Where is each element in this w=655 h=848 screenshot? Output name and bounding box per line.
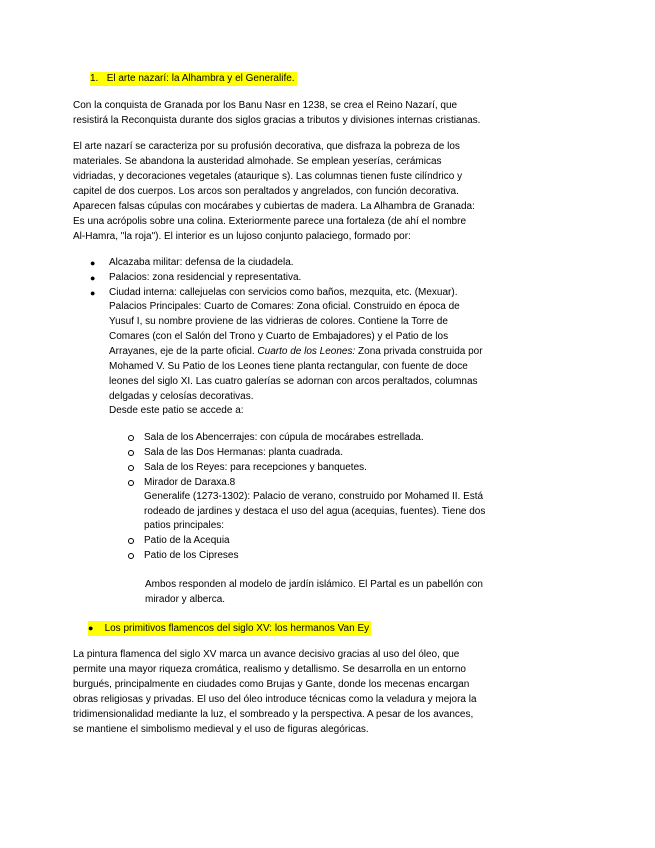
paragraph-line: Al-Hamra, "la roja"). El interior es un lujoso conjunto palaciego, formado por: bbox=[73, 231, 411, 242]
heading-title: Los primitivos flamencos del siglo XV: los hermanos Van Ey bbox=[104, 623, 370, 634]
sub-list-item: Patio de los Cipreses bbox=[144, 550, 239, 561]
list-item: Palacios: zona residencial y representativa. bbox=[109, 272, 302, 283]
paragraph-line: burgués, principalmente en ciudades como Brujas y Gante, donde los mecenas encargan bbox=[73, 679, 470, 690]
list-item: Ciudad interna: callejuelas con servicios como baños, mezquita, etc. (Mexuar). bbox=[109, 287, 458, 298]
paragraph-line: La pintura flamenca del siglo XV marca un avance decisivo gracias al uso del óleo, que bbox=[73, 649, 460, 660]
paragraph-line: tridimensionalidad mediante la luz, el sombreado y la perspectiva. A pesar de los avances, bbox=[73, 709, 474, 720]
paragraph-line: capitel de dos cuerpos. Los arcos son peraltados y angrelados, con función decorativa. bbox=[73, 186, 459, 197]
sub-list-cont: patios principales: bbox=[144, 520, 225, 531]
sub-list-cont: rodeado de jardines y destaca el uso del agua (acequias, fuentes). Tiene dos bbox=[144, 506, 486, 517]
paragraph-line: Es una acrópolis sobre una colina. Exteriormente parece una fortaleza (de ahí el nombre bbox=[73, 216, 467, 227]
list-item-cont: Mohamed V. Su Patio de los Leones tiene planta rectangular, con fuente de doce bbox=[109, 361, 468, 372]
italic-run: Cuarto de los Leones: bbox=[257, 346, 356, 357]
list-item-cont: Yusuf I, su nombre proviene de las vidrieras de colores. Contiene la Torre de bbox=[109, 316, 448, 327]
paragraph-line: obras religiosas y privadas. El uso del óleo introduce técnicas como la veladura y mejora la bbox=[73, 694, 477, 705]
paragraph-line: permite una mayor riqueza cromática, realismo y detallismo. Se desarrolla en un entorno bbox=[73, 664, 466, 675]
bullet-icon: ● bbox=[90, 258, 96, 268]
list-item-cont bbox=[109, 345, 483, 359]
sub-list-cont: Generalife (1273-1302): Palacio de verano, construido por Mohamed II. Está bbox=[144, 491, 484, 502]
intro-line: Con la conquista de Granada por los Banu Nasr en 1238, se crea el Reino Nazarí, que bbox=[73, 100, 458, 111]
bullet-icon: ● bbox=[90, 288, 96, 298]
sub-list-item: Sala de los Abencerrajes: con cúpula de mocárabes estrellada. bbox=[144, 432, 424, 443]
bullet-icon: ● bbox=[88, 623, 94, 633]
list-item-cont: delgadas y celosías decorativas. bbox=[109, 391, 254, 402]
sub-list-item: Patio de la Acequia bbox=[144, 535, 230, 546]
list-item-cont: Comares (con el Salón del Trono y Cuarto de Embajadores) y el Patio de los bbox=[109, 331, 449, 342]
section-heading-2 bbox=[88, 621, 371, 636]
heading-title: El arte nazarí: la Alhambra y el Generalife. bbox=[106, 73, 295, 84]
circle-bullet-icon bbox=[128, 553, 134, 559]
list-item-cont: Desde este patio se accede a: bbox=[109, 405, 244, 416]
sub-list-item: Mirador de Daraxa.8 bbox=[144, 477, 236, 488]
text-run: Zona privada construida por bbox=[355, 346, 483, 357]
sub-list-item: Sala de los Reyes: para recepciones y banquetes. bbox=[144, 462, 367, 473]
paragraph-line: materiales. Se abandona la austeridad almohade. Se emplean yeserías, cerámicas bbox=[73, 156, 442, 167]
circle-bullet-icon bbox=[128, 538, 134, 544]
circle-bullet-icon bbox=[128, 480, 134, 486]
indented-line: mirador y alberca. bbox=[145, 594, 226, 605]
paragraph-line: vidriadas, y decoraciones vegetales (ataurique s). Las columnas tienen fuste cilíndrico y bbox=[73, 171, 463, 182]
list-item-cont: leones del siglo XI. Las cuatro galerías se adornan con arcos peraltados, columnas bbox=[109, 376, 478, 387]
paragraph-line: El arte nazarí se caracteriza por su profusión decorativa, que disfraza la pobreza de los bbox=[73, 141, 460, 152]
circle-bullet-icon bbox=[128, 435, 134, 441]
heading-number: 1. bbox=[90, 73, 99, 84]
indented-line: Ambos responden al modelo de jardín islámico. El Partal es un pabellón con bbox=[145, 579, 483, 590]
paragraph-line: se mantiene el simbolismo medieval y el uso de figuras alegóricas. bbox=[73, 724, 369, 735]
sub-list-item: Sala de las Dos Hermanas: planta cuadrada. bbox=[144, 447, 344, 458]
text-run: Arrayanes, eje de la parte oficial. bbox=[109, 346, 258, 357]
list-item: Alcazaba militar: defensa de la ciudadela. bbox=[109, 257, 294, 268]
paragraph-line: Aparecen falsas cúpulas con mocárabes y cubiertas de madera. La Alhambra de Granada: bbox=[73, 201, 475, 212]
intro-line: resistirá la Reconquista durante dos siglos gracias a tributos y divisiones internas cristianas. bbox=[73, 115, 481, 126]
bullet-icon: ● bbox=[90, 273, 96, 283]
circle-bullet-icon bbox=[128, 465, 134, 471]
circle-bullet-icon bbox=[128, 450, 134, 456]
list-item-cont: Palacios Principales: Cuarto de Comares: Zona oficial. Construido en época de bbox=[109, 301, 460, 312]
section-heading-1 bbox=[90, 72, 297, 86]
